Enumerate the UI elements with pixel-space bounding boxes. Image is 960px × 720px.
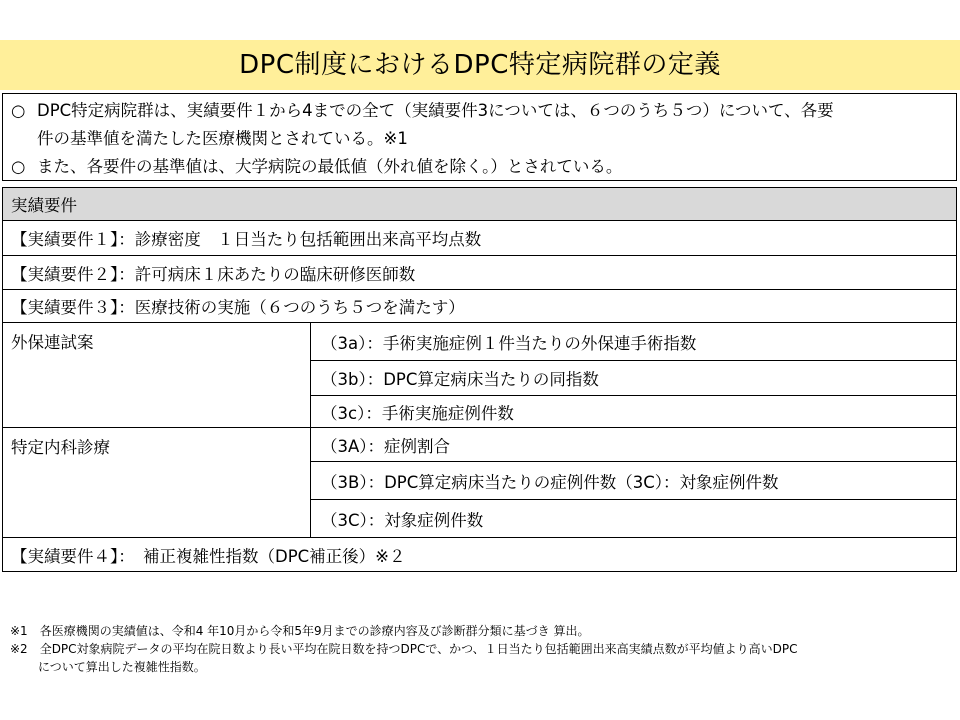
table-row bbox=[3, 221, 957, 256]
criterion-3c: （3c）：手術実施症例件数 bbox=[311, 396, 957, 428]
criterion-3A: （3A）：症例割合 bbox=[311, 428, 957, 462]
intro-box bbox=[2, 93, 957, 181]
intro-item-1 bbox=[11, 97, 948, 125]
intro-line-1b: 件の基準値を満たした医療機関とされている。※1 bbox=[37, 129, 408, 148]
criterion-3b: （3b）：DPC算定病床当たりの同指数 bbox=[311, 361, 957, 396]
criterion-3a: （3a）：手術実施症例１件当たりの外保連手術指数 bbox=[311, 323, 957, 361]
bullet-circle-icon: ○ bbox=[11, 101, 26, 120]
requirement-1: 【実績要件１】：診療密度 １日当たり包括範囲出来高平均点数 bbox=[3, 221, 957, 256]
table-header-row bbox=[3, 188, 957, 221]
bullet-circle-icon: ○ bbox=[11, 157, 26, 176]
group-label-gaihoren: 外保連試案 bbox=[3, 323, 311, 428]
requirement-4: 【実績要件４】： 補正複雑性指数（DPC補正後）※２ bbox=[3, 538, 957, 572]
table-row bbox=[3, 256, 957, 290]
footnote-1: ※1 各医療機関の実績値は、令和4 年10月から令和5年9月までの診療内容及び診断群分類に基づき 算出。 bbox=[10, 624, 590, 638]
intro-item-2 bbox=[11, 153, 948, 181]
table-header: 実績要件 bbox=[3, 188, 957, 221]
criterion-3C: （3C）：対象症例件数 bbox=[311, 500, 957, 538]
intro-line-2: また、各要件の基準値は、大学病院の最低値（外れ値を除く。）とされている。 bbox=[37, 157, 623, 176]
requirement-3: 【実績要件３】：医療技術の実施（６つのうち５つを満たす） bbox=[3, 290, 957, 323]
table-row bbox=[3, 428, 957, 462]
criterion-3B: （3B）：DPC算定病床当たりの症例件数（3C）：対象症例件数 bbox=[311, 462, 957, 500]
table-row bbox=[3, 538, 957, 572]
footnote-2: ※2 全DPC対象病院データの平均在院日数より長い平均在院日数を持つDPCで、かつ、１日当たり包括範囲出来高実績点数が平均値より高いDPC bbox=[10, 642, 798, 656]
table-row bbox=[3, 323, 957, 361]
footnotes bbox=[10, 622, 950, 676]
intro-line-1a: DPC特定病院群は、実績要件１から4までの全て（実績要件3については、６つのうち５つ）について、各要 bbox=[37, 101, 834, 120]
table-row bbox=[3, 290, 957, 323]
page-title: DPC制度におけるDPC特定病院群の定義 bbox=[239, 50, 721, 80]
requirements-table bbox=[2, 187, 957, 572]
requirement-2: 【実績要件２】：許可病床１床あたりの臨床研修医師数 bbox=[3, 256, 957, 290]
footnote-2-continued: について算出した複雑性指数。 bbox=[38, 660, 206, 674]
group-label-internal-medicine: 特定内科診療 bbox=[3, 428, 311, 538]
